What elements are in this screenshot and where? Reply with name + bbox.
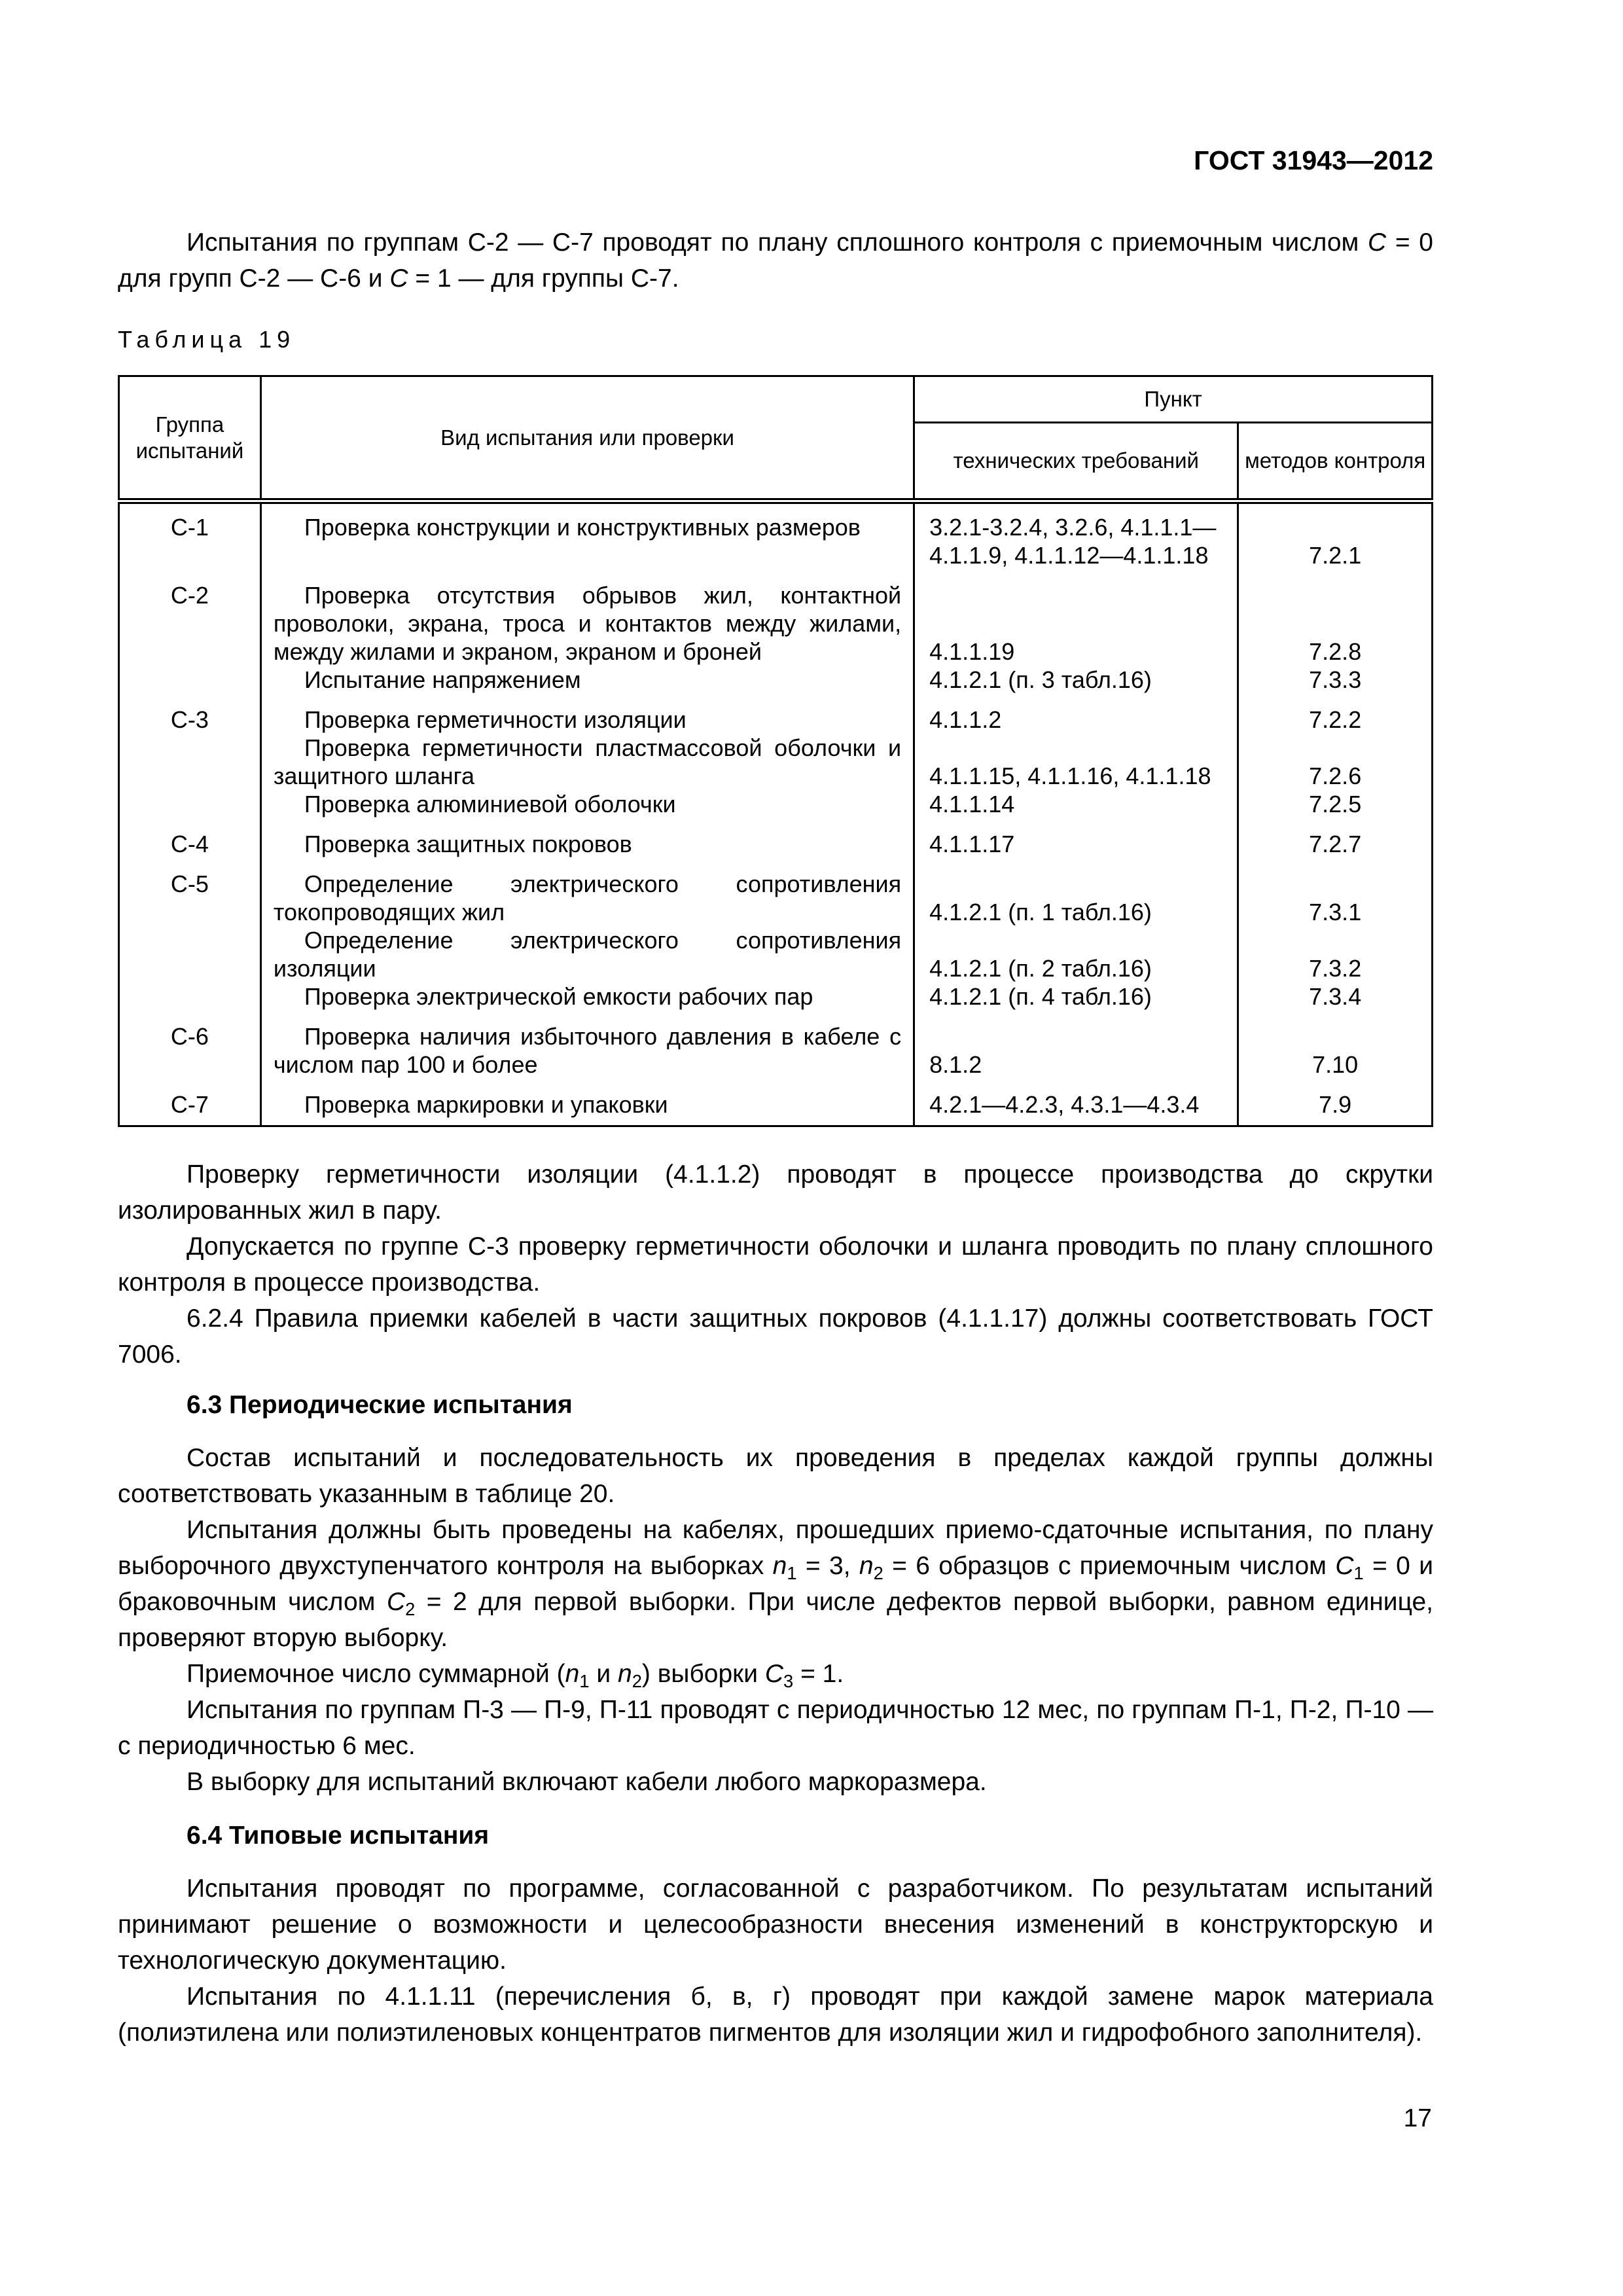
desc-cell [260,818,914,858]
section-6-3-heading: 6.3 Периодические испытания [187,1391,573,1419]
desc-text: Проверка электрической емкости рабочих пар [304,983,813,1010]
n-symbol: n [859,1552,874,1580]
tech-text: 8.1.2 [929,1051,982,1078]
meth-text: 7.2.7 [1309,831,1362,857]
text: Испытания должны быть проведены на кабелях, прошедших приемо-сдаточные испытания, по плану выборочного двухступенчатого контроля на выборках [118,1516,1433,1580]
header-methods: методов контроля [1238,423,1433,501]
paragraph-63-3 [118,1656,1433,1692]
table-19 [118,375,1433,1127]
table-row [119,818,1433,858]
meth-cell [1238,858,1433,1011]
tech-cell [914,818,1238,858]
tech-cell [914,1011,1238,1079]
subscript: 2 [405,1599,416,1619]
tech-cell [914,858,1238,1011]
paragraph-insulation: Проверку герметичности изоляции (4.1.1.2) проводят в процессе производства до скрутки изолированных жил в пару. [118,1160,1433,1225]
table-row [119,858,1433,1011]
meth-text: 7.3.3 [1309,666,1362,693]
tech-text: 4.1.1.17 [929,831,1015,857]
tech-text: 4.1.2.1 (п. 1 табл.16) [929,899,1152,925]
header-kind: Вид испытания или проверки [260,376,914,501]
meth-cell [1238,1079,1433,1126]
group-cell: С-1 [119,501,261,570]
tech-text: 4.1.1.15, 4.1.1.16, 4.1.1.18 [929,762,1211,789]
c-symbol: C [764,1660,784,1688]
desc-text: Проверка отсутствия обрывов жил, контактной проволоки, экрана, троса и контактов между жилами, между жилами и экраном, экраном и броней [273,582,902,665]
paragraph-64-1: Испытания проводят по программе, согласованной с разработчиком. По результатам испытаний принимают решение о возможности и целесообразности внесения изменений в конструкторскую и технологическую документацию. [118,1874,1433,1975]
text: = 3, [796,1552,859,1580]
meth-text: 7.2.6 [1309,762,1362,789]
desc-text: Определение электрического сопротивления токопроводящих жил [273,870,902,925]
meth-cell [1238,694,1433,818]
desc-cell [260,694,914,818]
subscript: 3 [783,1671,794,1691]
c-symbol: С [1368,228,1387,257]
meth-text: 7.3.2 [1309,955,1362,982]
tech-text: 4.1.1.9, 4.1.1.12—4.1.1.18 [929,542,1209,569]
desc-cell [260,1011,914,1079]
tech-text: 4.1.1.2 [929,706,1002,733]
document-number: ГОСТ 31943—2012 [1194,145,1433,175]
tech-text: 4.1.2.1 (п. 2 табл.16) [929,955,1152,982]
desc-cell [260,1079,914,1126]
text: = 1. [793,1660,844,1688]
text: = 6 образцов с приемочным числом [883,1552,1336,1580]
text: = 0 и браковочным числом [118,1552,1434,1616]
c-symbol: C [386,1588,406,1616]
desc-cell [260,858,914,1011]
desc-text: Проверка герметичности пластмассовой оболочки и защитного шланга [273,734,902,789]
tech-text: 4.2.1—4.2.3, 4.3.1—4.3.4 [929,1091,1200,1118]
desc-text: Испытание напряжением [304,666,581,693]
meth-cell [1238,569,1433,694]
header-group: Группа испытаний [119,376,261,501]
subscript: 2 [873,1563,883,1583]
n-symbol: n [772,1552,787,1580]
desc-cell [260,569,914,694]
c-symbol: C [1335,1552,1354,1580]
table-row [119,569,1433,694]
paragraph-63-2 [118,1512,1433,1656]
desc-text: Проверка алюминиевой оболочки [304,791,676,817]
subscript: 1 [787,1563,797,1583]
intro-line2a: = 0 для групп С-2 — С-6 и [118,228,1433,293]
paragraph-64-2: Испытания по 4.1.1.11 (перечисления б, в, г) проводят при каждой замене марок материала (полиэтилена или полиэтиленовых концентратов пигментов для изоляции жил и гидрофобного заполнителя). [118,1982,1433,2047]
tech-cell [914,694,1238,818]
subscript: 1 [1353,1563,1364,1583]
meth-text: 7.2.5 [1309,791,1362,817]
text: ) выборки [641,1660,765,1688]
text: Приемочное число суммарной ( [187,1660,565,1688]
desc-text: Проверка защитных покровов [304,831,632,857]
c-symbol: С [389,264,408,293]
meth-text: 7.3.4 [1309,983,1362,1010]
desc-text: Определение электрического сопротивления изоляции [273,927,902,982]
desc-cell [260,501,914,570]
table-row [119,501,1433,570]
meth-text: 7.9 [1319,1091,1352,1118]
meth-text: 7.2.2 [1309,706,1362,733]
n-symbol: n [618,1660,632,1688]
intro-paragraph [118,224,1433,296]
meth-text: 7.2.1 [1309,542,1362,569]
meth-text: 7.10 [1312,1051,1359,1078]
tech-text: 4.1.2.1 (п. 3 табл.16) [929,666,1152,693]
header-tech: технических требований [914,423,1238,501]
section-6-4-heading: 6.4 Типовые испытания [187,1821,490,1850]
group-cell: С-3 [119,694,261,818]
meth-text: 7.3.1 [1309,899,1362,925]
table-row [119,1011,1433,1079]
subscript: 2 [632,1671,642,1691]
paragraph-63-4: Испытания по группам П-3 — П-9, П-11 проводят с периодичностью 12 мес, по группам П-1, П-2, П-10 — с периодичностью 6 мес. [118,1696,1433,1760]
desc-text: Проверка маркировки и упаковки [304,1091,668,1118]
text: = 2 для первой выборки. При числе дефектов первой выборки, равном единице, проверяют вторую выборку. [118,1588,1433,1652]
paragraph-c3: Допускается по группе С-3 проверку герметичности оболочки и шланга проводить по плану сплошного контроля в процессе производства. [118,1232,1433,1297]
table-caption: Таблица 19 [118,326,296,353]
n-symbol: n [565,1660,580,1688]
intro-line1: Испытания по группам С-2 — С-7 проводят по плану сплошного контроля с приемочным числом [187,228,1359,257]
desc-text: Проверка герметичности изоляции [304,706,687,733]
text: и [589,1660,618,1688]
tech-cell [914,569,1238,694]
subscript: 1 [579,1671,590,1691]
desc-text: Проверка конструкции и конструктивных размеров [304,514,861,541]
desc-text: Проверка наличия избыточного давления в кабеле с числом пар 100 и более [273,1023,902,1078]
intro-line2b: = 1 — для группы С-7. [408,264,679,293]
tech-cell [914,501,1238,570]
paragraph-63-1: Состав испытаний и последовательность их проведения в пределах каждой группы должны соответствовать указанным в таблице 20. [118,1444,1433,1508]
meth-cell [1238,818,1433,858]
group-cell: С-7 [119,1079,261,1126]
meth-cell [1238,501,1433,570]
page-number: 17 [1403,2104,1432,2132]
group-cell: С-2 [119,569,261,694]
table-row [119,694,1433,818]
tech-text: 4.1.1.14 [929,791,1015,817]
tech-text: 4.1.1.19 [929,638,1015,665]
table-row [119,1079,1433,1126]
header-item: Пункт [914,376,1433,423]
meth-text: 7.2.8 [1309,638,1362,665]
group-cell: С-4 [119,818,261,858]
paragraph-624: 6.2.4 Правила приемки кабелей в части защитных покровов (4.1.1.17) должны соответствовать ГОСТ 7006. [118,1304,1433,1369]
group-cell: С-6 [119,1011,261,1079]
paragraph-63-5: В выборку для испытаний включают кабели любого маркоразмера. [187,1768,987,1796]
tech-cell [914,1079,1238,1126]
tech-text: 3.2.1-3.2.4, 3.2.6, 4.1.1.1— [929,514,1217,541]
meth-cell [1238,1011,1433,1079]
group-cell: С-5 [119,858,261,1011]
tech-text: 4.1.2.1 (п. 4 табл.16) [929,983,1152,1010]
